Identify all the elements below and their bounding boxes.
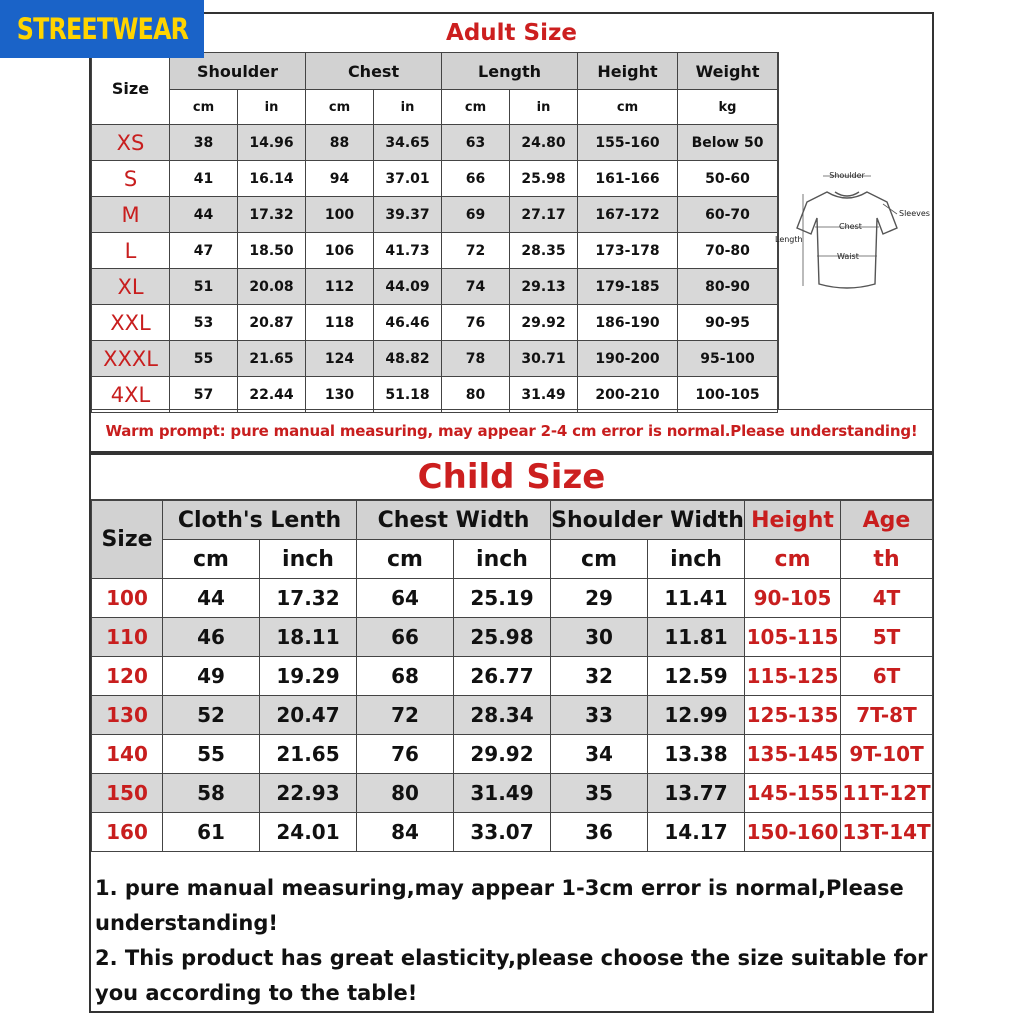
adult-value-cell: 31.49 — [510, 377, 578, 413]
child-group-header: Age — [841, 501, 933, 540]
child-table-row — [92, 813, 933, 852]
child-value-cell: 5T — [841, 618, 933, 657]
child-group-header: Chest Width — [357, 501, 551, 540]
adult-value-cell: 27.17 — [510, 197, 578, 233]
child-value-cell: 29.92 — [454, 735, 551, 774]
adult-value-cell: 80 — [442, 377, 510, 413]
child-size-cell: 100 — [92, 579, 163, 618]
child-table-row — [92, 735, 933, 774]
child-value-cell: 20.47 — [260, 696, 357, 735]
adult-table-row — [92, 377, 778, 413]
adult-table-row — [92, 125, 778, 161]
adult-value-cell: 18.50 — [238, 233, 306, 269]
child-table-row — [92, 657, 933, 696]
adult-value-cell: 14.96 — [238, 125, 306, 161]
child-value-cell: 4T — [841, 579, 933, 618]
adult-unit-header: in — [374, 90, 442, 125]
child-unit-header: cm — [357, 540, 454, 579]
adult-warm-prompt: Warm prompt: pure manual measuring, may appear 2-4 cm error is normal.Please understanding! — [91, 409, 932, 452]
adult-size-cell: S — [92, 161, 170, 197]
child-value-cell: 13.38 — [648, 735, 745, 774]
adult-value-cell: 88 — [306, 125, 374, 161]
adult-value-cell: 69 — [442, 197, 510, 233]
diagram-length-label: Length — [775, 235, 803, 244]
child-note-2: 2. This product has great elasticity,please choose the size suitable for you according to the table! — [95, 946, 928, 1005]
child-value-cell: 64 — [357, 579, 454, 618]
adult-table-row — [92, 341, 778, 377]
adult-value-cell: 34.65 — [374, 125, 442, 161]
tshirt-icon — [775, 52, 935, 409]
adult-value-cell: 44.09 — [374, 269, 442, 305]
child-value-cell: 32 — [551, 657, 648, 696]
child-unit-header: inch — [648, 540, 745, 579]
child-value-cell: 72 — [357, 696, 454, 735]
brand-badge-text: STREETWEAR — [16, 12, 188, 46]
adult-value-cell: 80-90 — [678, 269, 778, 305]
child-size-header: Size — [92, 501, 163, 579]
adult-group-header: Length — [442, 53, 578, 90]
adult-value-cell: 90-95 — [678, 305, 778, 341]
adult-value-cell: 20.87 — [238, 305, 306, 341]
child-value-cell: 35 — [551, 774, 648, 813]
adult-size-cell: L — [92, 233, 170, 269]
adult-unit-header: in — [510, 90, 578, 125]
child-value-cell: 135-145 — [745, 735, 841, 774]
adult-size-section — [89, 12, 934, 453]
child-size-cell: 110 — [92, 618, 163, 657]
adult-value-cell: 51 — [170, 269, 238, 305]
child-value-cell: 36 — [551, 813, 648, 852]
adult-value-cell: 50-60 — [678, 161, 778, 197]
child-group-header: Cloth's Lenth — [163, 501, 357, 540]
child-value-cell: 26.77 — [454, 657, 551, 696]
child-value-cell: 49 — [163, 657, 260, 696]
child-size-cell: 140 — [92, 735, 163, 774]
adult-value-cell: 30.71 — [510, 341, 578, 377]
child-size-table — [91, 500, 933, 852]
child-value-cell: 68 — [357, 657, 454, 696]
adult-unit-header: cm — [578, 90, 678, 125]
child-size-cell: 160 — [92, 813, 163, 852]
adult-value-cell: 124 — [306, 341, 374, 377]
child-group-header: Height — [745, 501, 841, 540]
adult-value-cell: 29.92 — [510, 305, 578, 341]
child-table-row — [92, 618, 933, 657]
child-unit-header: cm — [163, 540, 260, 579]
child-value-cell: 28.34 — [454, 696, 551, 735]
child-size-cell: 130 — [92, 696, 163, 735]
child-unit-header: th — [841, 540, 933, 579]
adult-value-cell: 74 — [442, 269, 510, 305]
child-value-cell: 90-105 — [745, 579, 841, 618]
adult-value-cell: 76 — [442, 305, 510, 341]
tshirt-measurement-diagram — [775, 52, 935, 409]
child-value-cell: 34 — [551, 735, 648, 774]
adult-value-cell: 100-105 — [678, 377, 778, 413]
child-value-cell: 18.11 — [260, 618, 357, 657]
child-unit-header: inch — [260, 540, 357, 579]
adult-value-cell: 100 — [306, 197, 374, 233]
diagram-chest-label: Chest — [839, 222, 862, 231]
adult-value-cell: 41.73 — [374, 233, 442, 269]
child-value-cell: 66 — [357, 618, 454, 657]
adult-value-cell: 186-190 — [578, 305, 678, 341]
child-value-cell: 11T-12T — [841, 774, 933, 813]
child-value-cell: 55 — [163, 735, 260, 774]
child-note-1: 1. pure manual measuring,may appear 1-3cm error is normal,Please understanding! — [95, 876, 904, 935]
adult-table-row — [92, 197, 778, 233]
adult-value-cell: 60-70 — [678, 197, 778, 233]
child-size-section — [89, 453, 934, 1013]
adult-value-cell: 46.46 — [374, 305, 442, 341]
child-group-header: Shoulder Width — [551, 501, 745, 540]
adult-value-cell: 24.80 — [510, 125, 578, 161]
child-notes — [91, 859, 932, 1011]
child-value-cell: 31.49 — [454, 774, 551, 813]
child-value-cell: 25.19 — [454, 579, 551, 618]
child-value-cell: 105-115 — [745, 618, 841, 657]
adult-value-cell: Below 50 — [678, 125, 778, 161]
adult-value-cell: 53 — [170, 305, 238, 341]
child-value-cell: 76 — [357, 735, 454, 774]
adult-value-cell: 25.98 — [510, 161, 578, 197]
child-value-cell: 44 — [163, 579, 260, 618]
child-value-cell: 17.32 — [260, 579, 357, 618]
adult-value-cell: 78 — [442, 341, 510, 377]
diagram-waist-label: Waist — [837, 252, 859, 261]
child-table-row — [92, 579, 933, 618]
diagram-shoulder-label: Shoulder — [829, 171, 865, 180]
child-value-cell: 115-125 — [745, 657, 841, 696]
adult-value-cell: 55 — [170, 341, 238, 377]
adult-value-cell: 63 — [442, 125, 510, 161]
adult-value-cell: 16.14 — [238, 161, 306, 197]
adult-value-cell: 167-172 — [578, 197, 678, 233]
child-value-cell: 9T-10T — [841, 735, 933, 774]
child-value-cell: 58 — [163, 774, 260, 813]
adult-value-cell: 21.65 — [238, 341, 306, 377]
adult-size-title: Adult Size — [446, 20, 577, 46]
adult-value-cell: 44 — [170, 197, 238, 233]
adult-group-header: Weight — [678, 53, 778, 90]
adult-group-header: Chest — [306, 53, 442, 90]
diagram-sleeves-label: Sleeves — [899, 209, 930, 218]
adult-value-cell: 106 — [306, 233, 374, 269]
child-size-cell: 120 — [92, 657, 163, 696]
adult-value-cell: 22.44 — [238, 377, 306, 413]
adult-value-cell: 94 — [306, 161, 374, 197]
child-value-cell: 145-155 — [745, 774, 841, 813]
adult-value-cell: 173-178 — [578, 233, 678, 269]
child-value-cell: 33.07 — [454, 813, 551, 852]
adult-value-cell: 190-200 — [578, 341, 678, 377]
child-size-cell: 150 — [92, 774, 163, 813]
child-value-cell: 12.59 — [648, 657, 745, 696]
adult-value-cell: 39.37 — [374, 197, 442, 233]
adult-table-row — [92, 161, 778, 197]
adult-value-cell: 112 — [306, 269, 374, 305]
child-value-cell: 24.01 — [260, 813, 357, 852]
adult-group-header: Height — [578, 53, 678, 90]
adult-value-cell: 47 — [170, 233, 238, 269]
child-unit-header: cm — [745, 540, 841, 579]
adult-value-cell: 20.08 — [238, 269, 306, 305]
adult-value-cell: 51.18 — [374, 377, 442, 413]
child-value-cell: 46 — [163, 618, 260, 657]
child-size-title: Child Size — [91, 455, 932, 500]
adult-unit-header: cm — [442, 90, 510, 125]
child-value-cell: 150-160 — [745, 813, 841, 852]
adult-size-table — [91, 52, 778, 413]
child-value-cell: 25.98 — [454, 618, 551, 657]
adult-value-cell: 66 — [442, 161, 510, 197]
adult-table-row — [92, 305, 778, 341]
adult-table-row — [92, 233, 778, 269]
child-value-cell: 14.17 — [648, 813, 745, 852]
child-value-cell: 13T-14T — [841, 813, 933, 852]
adult-size-header: Size — [92, 53, 170, 125]
adult-unit-header: in — [238, 90, 306, 125]
adult-value-cell: 130 — [306, 377, 374, 413]
adult-size-cell: XXXL — [92, 341, 170, 377]
adult-value-cell: 155-160 — [578, 125, 678, 161]
child-value-cell: 33 — [551, 696, 648, 735]
adult-value-cell: 38 — [170, 125, 238, 161]
adult-unit-header: kg — [678, 90, 778, 125]
child-unit-header: inch — [454, 540, 551, 579]
adult-value-cell: 17.32 — [238, 197, 306, 233]
adult-value-cell: 161-166 — [578, 161, 678, 197]
adult-unit-header: cm — [306, 90, 374, 125]
adult-size-cell: XS — [92, 125, 170, 161]
adult-size-cell: 4XL — [92, 377, 170, 413]
child-unit-header: cm — [551, 540, 648, 579]
child-value-cell: 6T — [841, 657, 933, 696]
child-value-cell: 19.29 — [260, 657, 357, 696]
child-value-cell: 84 — [357, 813, 454, 852]
adult-size-cell: XXL — [92, 305, 170, 341]
adult-value-cell: 57 — [170, 377, 238, 413]
child-value-cell: 21.65 — [260, 735, 357, 774]
adult-value-cell: 72 — [442, 233, 510, 269]
adult-table-row — [92, 269, 778, 305]
child-value-cell: 29 — [551, 579, 648, 618]
child-value-cell: 61 — [163, 813, 260, 852]
adult-value-cell: 200-210 — [578, 377, 678, 413]
child-value-cell: 11.41 — [648, 579, 745, 618]
adult-value-cell: 29.13 — [510, 269, 578, 305]
adult-value-cell: 70-80 — [678, 233, 778, 269]
brand-badge — [0, 0, 204, 58]
adult-value-cell: 37.01 — [374, 161, 442, 197]
child-table-row — [92, 696, 933, 735]
adult-value-cell: 118 — [306, 305, 374, 341]
child-value-cell: 125-135 — [745, 696, 841, 735]
child-value-cell: 12.99 — [648, 696, 745, 735]
child-value-cell: 11.81 — [648, 618, 745, 657]
child-value-cell: 7T-8T — [841, 696, 933, 735]
child-value-cell: 80 — [357, 774, 454, 813]
child-value-cell: 13.77 — [648, 774, 745, 813]
adult-size-cell: XL — [92, 269, 170, 305]
adult-value-cell: 28.35 — [510, 233, 578, 269]
child-table-row — [92, 774, 933, 813]
adult-unit-header: cm — [170, 90, 238, 125]
adult-value-cell: 179-185 — [578, 269, 678, 305]
adult-size-cell: M — [92, 197, 170, 233]
child-value-cell: 52 — [163, 696, 260, 735]
adult-value-cell: 41 — [170, 161, 238, 197]
adult-value-cell: 95-100 — [678, 341, 778, 377]
child-value-cell: 22.93 — [260, 774, 357, 813]
adult-value-cell: 48.82 — [374, 341, 442, 377]
child-value-cell: 30 — [551, 618, 648, 657]
adult-group-header: Shoulder — [170, 53, 306, 90]
